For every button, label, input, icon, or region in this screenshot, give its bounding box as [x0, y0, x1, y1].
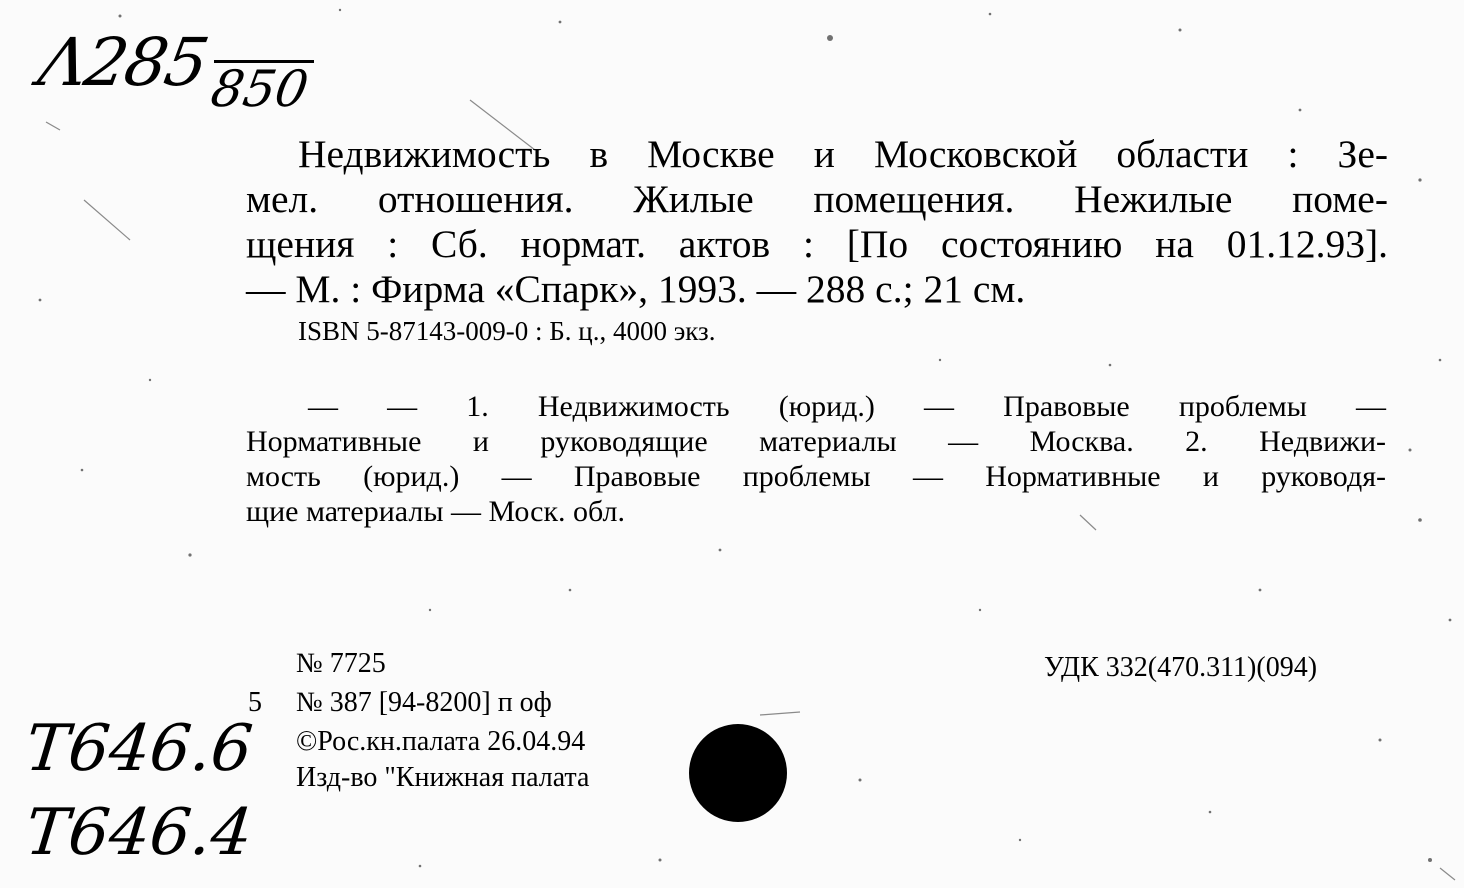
subject-line: щие материалы — Моск. обл. [246, 495, 626, 528]
title-line: щения : Сб. нормат. актов : [По состоянию на 01.12.93]. [246, 222, 1388, 266]
card-punch-hole [689, 724, 787, 822]
copyright-line: ©Рос.кн.палата 26.04.94 [296, 726, 586, 757]
publisher-line: Изд-во "Книжная палата [296, 762, 590, 793]
copies-count: 5 [248, 687, 262, 718]
card-number: № 7725 [296, 648, 386, 679]
title-line: Недвижимость в Москве и Московской области : Зе- [298, 132, 1388, 176]
imprint-line: — М. : Фирма «Спарк», 1993. — 288 с.; 21 см. [246, 267, 1026, 311]
subject-headings [246, 389, 1386, 529]
subject-line: мость (юрид.) — Правовые проблемы — Нормативные и руководя- [246, 460, 1386, 493]
order-number: № 387 [94-8200] п оф [296, 687, 552, 718]
shelf-mark-handwritten: Λ285 [33, 24, 213, 101]
inventory-number-handwritten: T646.6 [22, 712, 256, 786]
subject-line: Нормативные и руководящие материалы — Москва. 2. Недвижи- [246, 425, 1386, 458]
shelf-mark-denominator: 850 [206, 60, 313, 118]
udk-code: УДК 332(470.311)(094) [1044, 652, 1318, 683]
inventory-number-handwritten: T646.4 [22, 796, 256, 870]
bibliographic-description [246, 132, 1388, 312]
isbn-line: ISBN 5-87143-009-0 : Б. ц., 4000 экз. [298, 316, 716, 346]
subject-line: — — 1. Недвижимость (юрид.) — Правовые проблемы — [308, 390, 1386, 423]
title-line: мел. отношения. Жилые помещения. Нежилые поме- [246, 177, 1388, 221]
